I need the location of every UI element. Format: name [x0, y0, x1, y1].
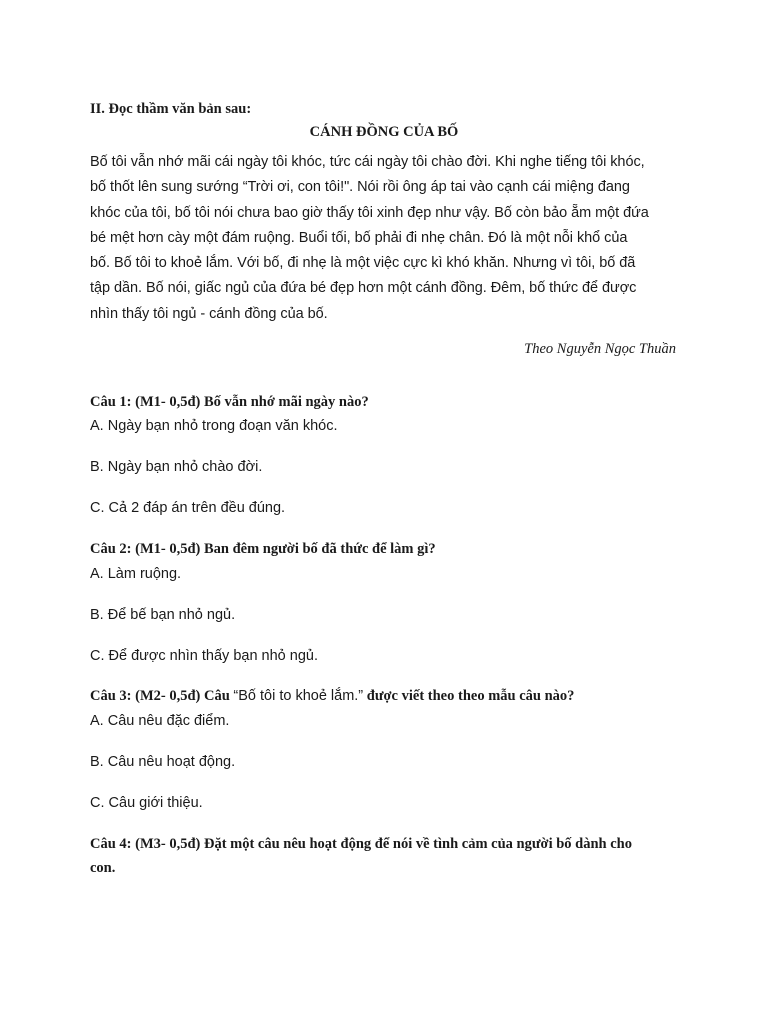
question-1-option-c: C. Cả 2 đáp án trên đều đúng. [90, 500, 286, 516]
reading-passage [90, 150, 690, 327]
passage-line: Bố tôi vẫn nhớ mãi cái ngày tôi khóc, tức cái ngày tôi chào đời. Khi nghe tiếng tôi khóc, [90, 154, 645, 170]
question-3-prompt [90, 688, 574, 705]
passage-line: tập dần. Bố nói, giấc ngủ của đứa bé đẹp hơn một cánh đồng. Đêm, bố thức để được [90, 280, 637, 297]
question-3-prompt-suffix: được viết theo theo mẫu câu nào? [363, 688, 575, 704]
document-title: CÁNH ĐỒNG CỦA BỐ [309, 124, 459, 140]
question-2-prompt: Câu 2: (M1- 0,5đ) Ban đêm người bố đã thức để làm gì? [90, 541, 436, 557]
passage-line: khóc của tôi, bố tôi nói chưa bao giờ thấy tôi xinh đẹp như vậy. Bố còn bảo ẵm một đứa [90, 204, 649, 221]
question-1-option-a: A. Ngày bạn nhỏ trong đoạn văn khóc. [90, 418, 338, 434]
question-3-option-b: B. Câu nêu hoạt động. [90, 754, 236, 770]
question-3-quoted-sentence: “Bố tôi to khoẻ lắm.” [233, 688, 364, 704]
question-4-prompt-line-2: con. [90, 860, 116, 876]
question-3-prompt-prefix: Câu 3: (M2- 0,5đ) Câu [90, 688, 234, 704]
question-3-option-a: A. Câu nêu đặc điểm. [90, 713, 230, 729]
source-attribution: Theo Nguyễn Ngọc Thuần [524, 341, 676, 357]
section-heading: II. Đọc thầm văn bản sau: [90, 101, 252, 117]
passage-line: bố thốt lên sung sướng “Trời ơi, con tôi!". Nói rồi ông áp tai vào cạnh cái miệng đang [90, 179, 630, 196]
question-1-option-b: B. Ngày bạn nhỏ chào đời. [90, 459, 263, 475]
question-4-prompt-line-1: Câu 4: (M3- 0,5đ) Đặt một câu nêu hoạt động để nói về tình cảm của người bố dành cho [90, 836, 633, 852]
question-3-option-c: C. Câu giới thiệu. [90, 795, 203, 811]
question-2-option-b: B. Để bế bạn nhỏ ngủ. [90, 607, 236, 623]
passage-line: bố. Bố tôi to khoẻ lắm. Với bố, đi nhẹ là một việc cực kì khó khăn. Nhưng vì tôi, bố đã [90, 255, 636, 272]
passage-line: nhìn thấy tôi ngủ - cánh đồng của bố. [90, 305, 328, 322]
question-2-option-c: C. Để được nhìn thấy bạn nhỏ ngủ. [90, 648, 318, 664]
question-1-prompt: Câu 1: (M1- 0,5đ) Bố vẫn nhớ mãi ngày nào? [90, 394, 369, 410]
question-2-option-a: A. Làm ruộng. [90, 566, 182, 582]
passage-line: bé mệt hơn cày một đám ruộng. Buổi tối, bố phải đi nhẹ chân. Đó là một nỗi khổ của [90, 229, 628, 246]
